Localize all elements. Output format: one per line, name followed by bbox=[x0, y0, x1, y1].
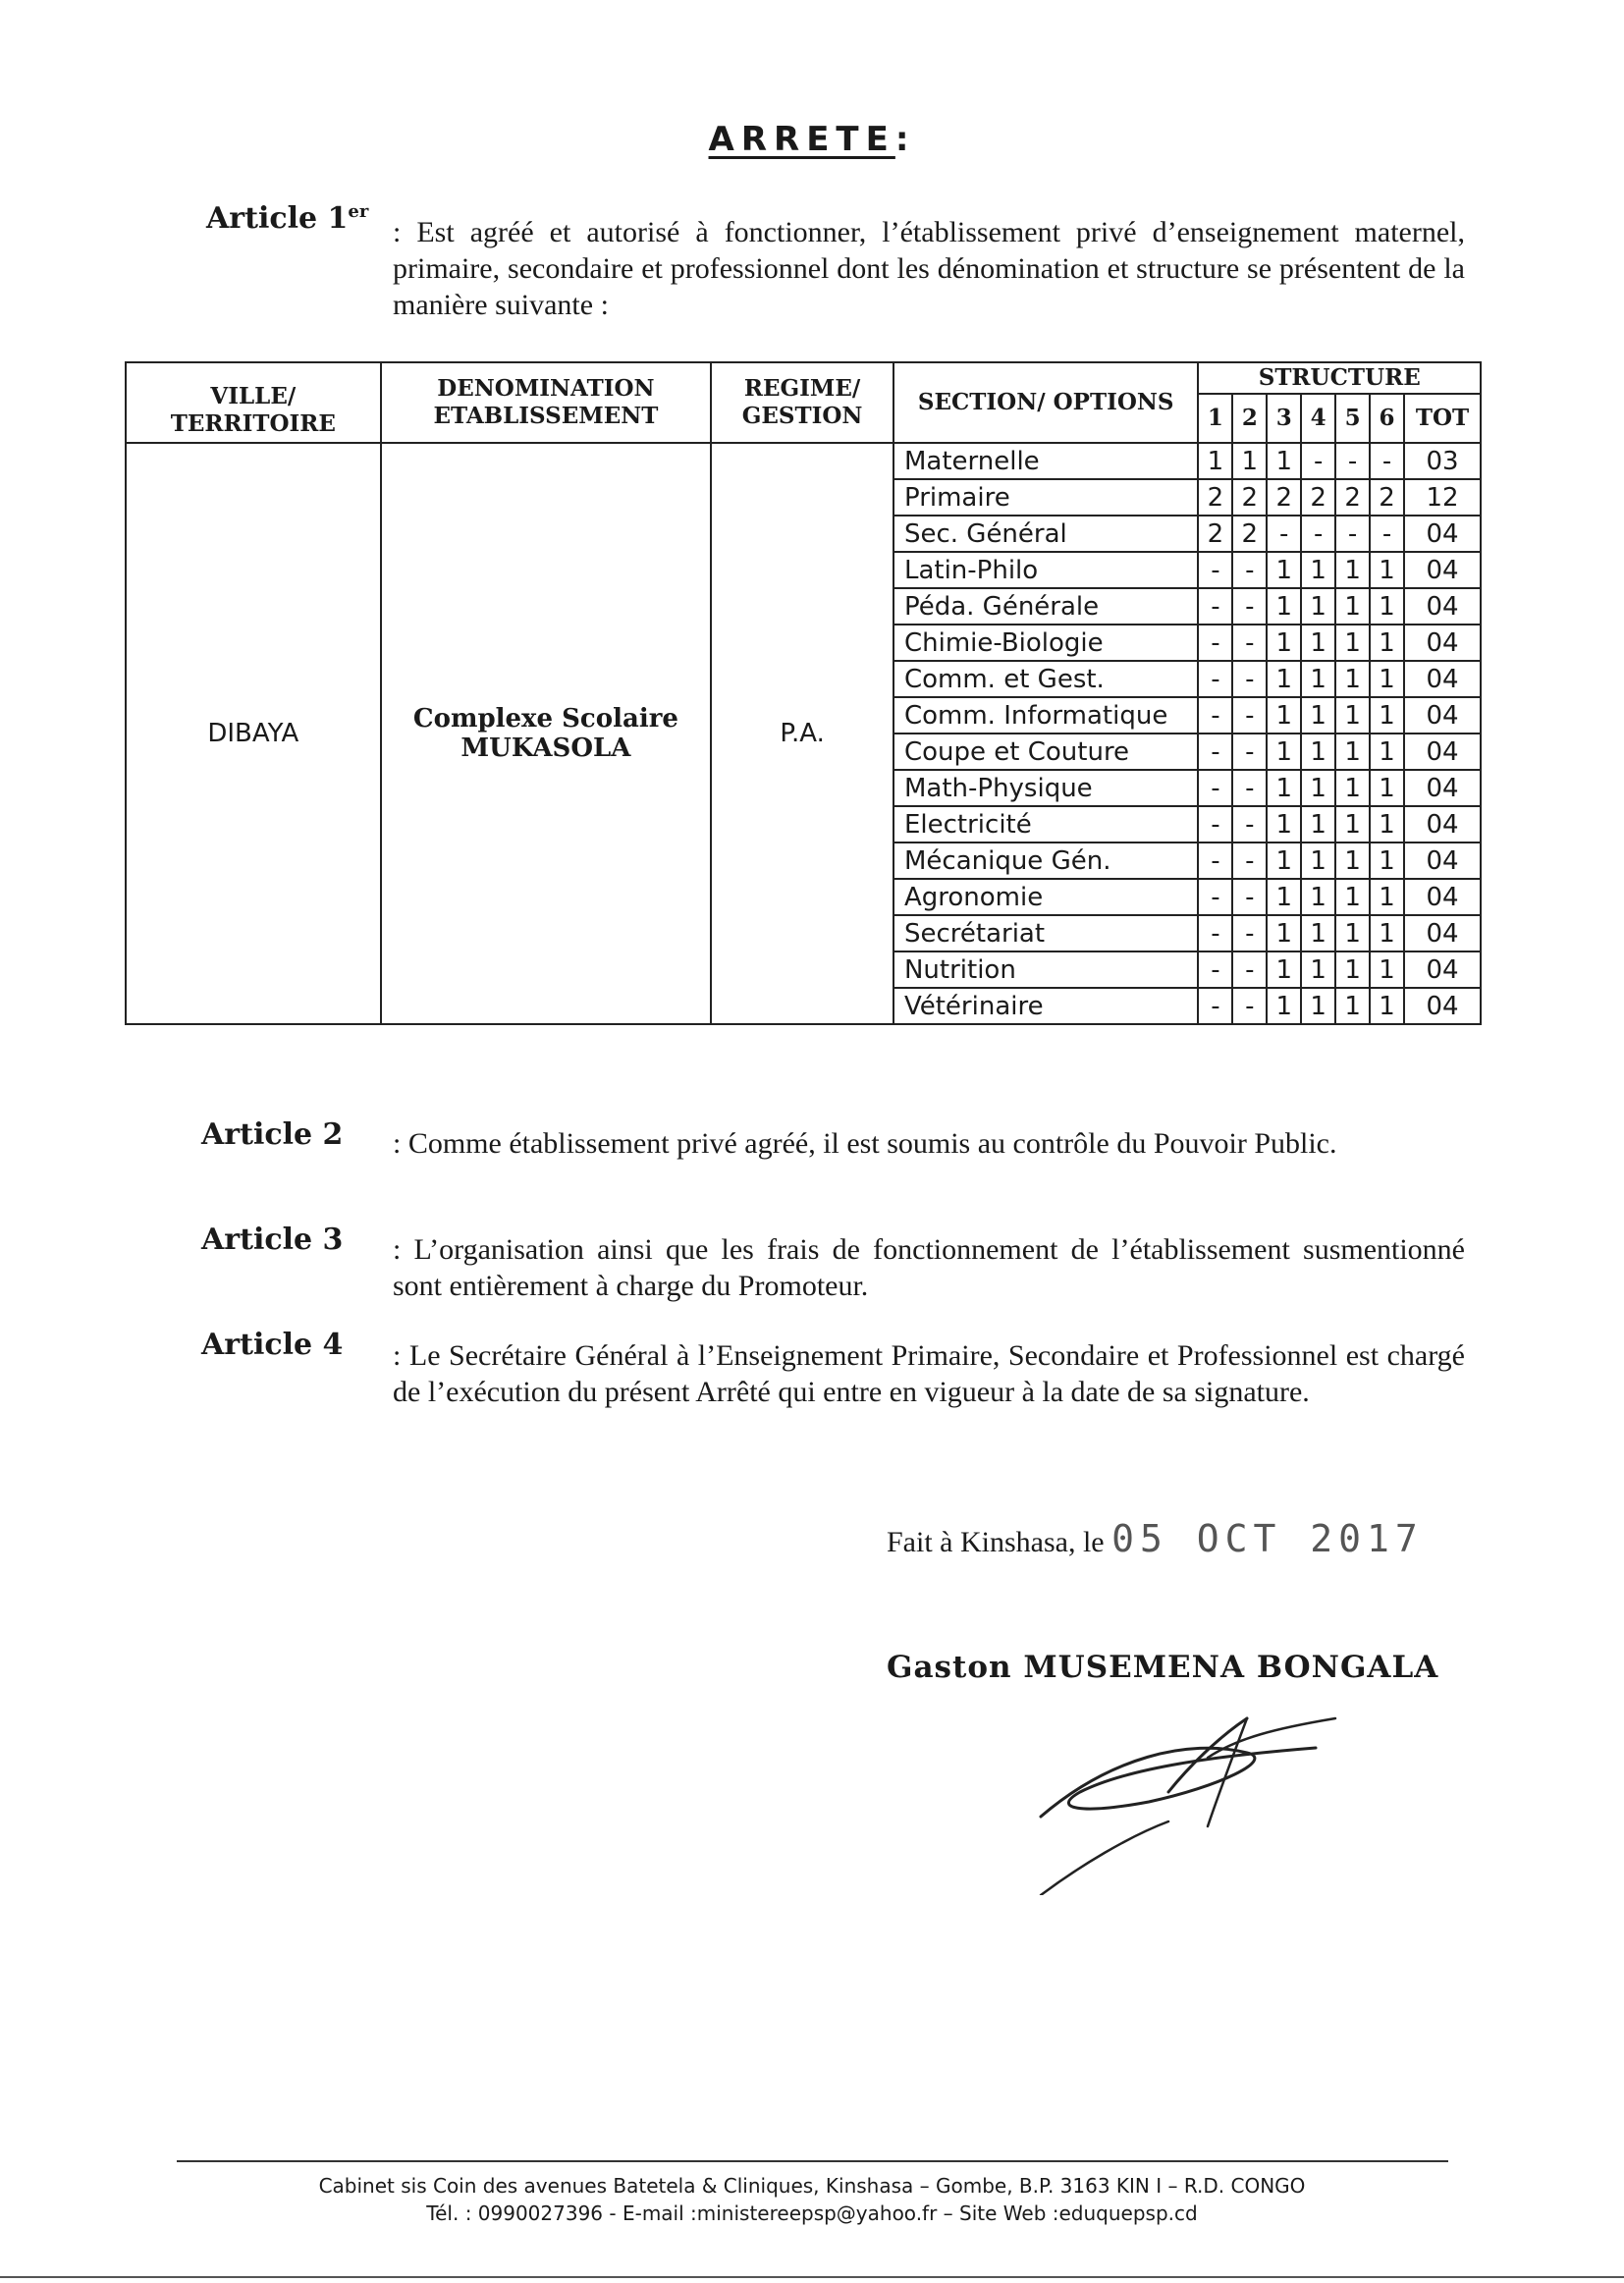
section-name: Comm. et Gest. bbox=[893, 661, 1198, 697]
structure-value-1: - bbox=[1198, 625, 1232, 661]
structure-value-6: 1 bbox=[1370, 697, 1404, 734]
structure-value-6: 1 bbox=[1370, 770, 1404, 806]
structure-value-2: - bbox=[1232, 552, 1267, 588]
page-bottom-border bbox=[0, 2276, 1624, 2278]
structure-total: 12 bbox=[1404, 479, 1481, 516]
structure-value-4: - bbox=[1301, 516, 1335, 552]
article-2-text: : Comme établissement privé agréé, il est soumis au contrôle du Pouvoir Public. bbox=[393, 1127, 1337, 1160]
section-name: Secrétariat bbox=[893, 915, 1198, 951]
structure-total: 04 bbox=[1404, 770, 1481, 806]
place-line bbox=[887, 1517, 1424, 1560]
structure-value-1: - bbox=[1198, 770, 1232, 806]
structure-value-1: - bbox=[1198, 806, 1232, 843]
structure-value-2: - bbox=[1232, 661, 1267, 697]
structure-value-4: 1 bbox=[1301, 697, 1335, 734]
structure-value-5: 1 bbox=[1335, 697, 1370, 734]
structure-value-4: 1 bbox=[1301, 843, 1335, 879]
article-2-label: Article 2 bbox=[201, 1117, 344, 1152]
structure-value-6: 1 bbox=[1370, 552, 1404, 588]
structure-total: 04 bbox=[1404, 697, 1481, 734]
header-structure: STRUCTURE bbox=[1198, 362, 1481, 394]
structure-value-3: 1 bbox=[1267, 951, 1301, 988]
structure-value-2: - bbox=[1232, 951, 1267, 988]
structure-value-3: 1 bbox=[1267, 625, 1301, 661]
structure-col-header-2: 2 bbox=[1232, 394, 1267, 443]
structure-value-1: - bbox=[1198, 697, 1232, 734]
section-name: Maternelle bbox=[893, 443, 1198, 479]
structure-value-2: - bbox=[1232, 770, 1267, 806]
structure-value-5: 1 bbox=[1335, 552, 1370, 588]
structure-total: 04 bbox=[1404, 552, 1481, 588]
article-4-text: : Le Secrétaire Général à l’Enseignement Primaire, Secondaire et Professionnel est chargé de l’exécution du présent Arrêté qui entre en vigueur à la date de sa signature. bbox=[393, 1339, 1465, 1408]
section-name: Electricité bbox=[893, 806, 1198, 843]
structure-value-4: 1 bbox=[1301, 988, 1335, 1024]
structure-value-6: - bbox=[1370, 443, 1404, 479]
structure-col-header-4: 4 bbox=[1301, 394, 1335, 443]
structure-total: 03 bbox=[1404, 443, 1481, 479]
structure-value-6: 1 bbox=[1370, 951, 1404, 988]
structure-value-5: 1 bbox=[1335, 879, 1370, 915]
structure-value-4: 1 bbox=[1301, 588, 1335, 625]
structure-value-2: - bbox=[1232, 988, 1267, 1024]
article-3-label: Article 3 bbox=[201, 1223, 344, 1257]
article-1-label-text: Article 1 bbox=[206, 201, 349, 236]
structure-total: 04 bbox=[1404, 734, 1481, 770]
ville-cell: DIBAYA bbox=[126, 443, 381, 1024]
section-name: Agronomie bbox=[893, 879, 1198, 915]
structure-value-3: 1 bbox=[1267, 915, 1301, 951]
structure-col-header-tot: TOT bbox=[1404, 394, 1481, 443]
structure-total: 04 bbox=[1404, 516, 1481, 552]
structure-value-3: 1 bbox=[1267, 843, 1301, 879]
structure-value-3: 1 bbox=[1267, 443, 1301, 479]
article-3-text: : L’organisation ainsi que les frais de fonctionnement de l’établissement susmentionné sont entièrement à charge du Promoteur. bbox=[393, 1233, 1465, 1302]
structure-value-2: - bbox=[1232, 915, 1267, 951]
signer-name: Gaston MUSEMENA BONGALA bbox=[887, 1650, 1439, 1685]
structure-value-5: 1 bbox=[1335, 915, 1370, 951]
structure-value-1: - bbox=[1198, 988, 1232, 1024]
structure-value-4: 1 bbox=[1301, 625, 1335, 661]
article-4-label: Article 4 bbox=[201, 1328, 344, 1362]
title-text: ARRETE bbox=[708, 120, 895, 159]
section-name: Latin-Philo bbox=[893, 552, 1198, 588]
structure-value-5: 1 bbox=[1335, 988, 1370, 1024]
structure-value-6: 1 bbox=[1370, 588, 1404, 625]
structure-value-5: 1 bbox=[1335, 625, 1370, 661]
structure-value-3: 1 bbox=[1267, 588, 1301, 625]
structure-value-5: - bbox=[1335, 443, 1370, 479]
structure-value-6: 1 bbox=[1370, 843, 1404, 879]
structure-value-2: 2 bbox=[1232, 479, 1267, 516]
structure-value-1: - bbox=[1198, 661, 1232, 697]
structure-value-1: - bbox=[1198, 843, 1232, 879]
place-text: Fait à Kinshasa, le bbox=[887, 1526, 1105, 1558]
date-stamp: 05 OCT 2017 bbox=[1111, 1517, 1424, 1560]
structure-value-4: 1 bbox=[1301, 734, 1335, 770]
section-name: Mécanique Gén. bbox=[893, 843, 1198, 879]
structure-value-4: 2 bbox=[1301, 479, 1335, 516]
article-1-label bbox=[206, 201, 368, 236]
structure-value-1: - bbox=[1198, 951, 1232, 988]
structure-value-4: 1 bbox=[1301, 552, 1335, 588]
document-title bbox=[0, 120, 1624, 159]
article-1-label-sup: er bbox=[348, 201, 369, 222]
structure-total: 04 bbox=[1404, 806, 1481, 843]
structure-value-5: 1 bbox=[1335, 951, 1370, 988]
structure-value-6: 1 bbox=[1370, 988, 1404, 1024]
section-name: Vétérinaire bbox=[893, 988, 1198, 1024]
article-1-text: : Est agréé et autorisé à fonctionner, l’établissement privé d’enseignement maternel, primaire, secondaire et professionnel dont les dénomination et structure se présentent de la manière suivante : bbox=[393, 216, 1465, 321]
structure-table bbox=[125, 361, 1482, 1025]
structure-value-6: 1 bbox=[1370, 734, 1404, 770]
structure-total: 04 bbox=[1404, 951, 1481, 988]
structure-value-4: 1 bbox=[1301, 806, 1335, 843]
structure-value-3: 1 bbox=[1267, 770, 1301, 806]
section-name: Primaire bbox=[893, 479, 1198, 516]
structure-value-4: 1 bbox=[1301, 661, 1335, 697]
structure-value-4: 1 bbox=[1301, 951, 1335, 988]
structure-value-2: - bbox=[1232, 879, 1267, 915]
structure-col-header-3: 3 bbox=[1267, 394, 1301, 443]
structure-value-2: - bbox=[1232, 625, 1267, 661]
structure-value-4: 1 bbox=[1301, 915, 1335, 951]
structure-total: 04 bbox=[1404, 661, 1481, 697]
section-name: Sec. Général bbox=[893, 516, 1198, 552]
structure-col-header-5: 5 bbox=[1335, 394, 1370, 443]
structure-value-4: 1 bbox=[1301, 770, 1335, 806]
structure-value-2: - bbox=[1232, 734, 1267, 770]
title-colon: : bbox=[894, 120, 916, 159]
structure-value-6: - bbox=[1370, 516, 1404, 552]
structure-value-6: 1 bbox=[1370, 806, 1404, 843]
structure-total: 04 bbox=[1404, 625, 1481, 661]
structure-value-1: - bbox=[1198, 915, 1232, 951]
structure-total: 04 bbox=[1404, 588, 1481, 625]
structure-value-5: 2 bbox=[1335, 479, 1370, 516]
structure-value-2: - bbox=[1232, 697, 1267, 734]
structure-value-3: 1 bbox=[1267, 734, 1301, 770]
structure-value-2: 1 bbox=[1232, 443, 1267, 479]
structure-value-4: - bbox=[1301, 443, 1335, 479]
section-name: Péda. Générale bbox=[893, 588, 1198, 625]
table-row bbox=[126, 443, 1481, 479]
structure-value-5: 1 bbox=[1335, 734, 1370, 770]
structure-value-1: 2 bbox=[1198, 516, 1232, 552]
structure-value-2: - bbox=[1232, 806, 1267, 843]
structure-value-3: 1 bbox=[1267, 988, 1301, 1024]
structure-col-header-6: 6 bbox=[1370, 394, 1404, 443]
structure-value-5: 1 bbox=[1335, 588, 1370, 625]
structure-total: 04 bbox=[1404, 843, 1481, 879]
structure-value-2: - bbox=[1232, 588, 1267, 625]
structure-value-2: 2 bbox=[1232, 516, 1267, 552]
structure-value-6: 1 bbox=[1370, 625, 1404, 661]
structure-value-5: - bbox=[1335, 516, 1370, 552]
regime-cell: P.A. bbox=[711, 443, 893, 1024]
structure-value-6: 2 bbox=[1370, 479, 1404, 516]
section-name: Nutrition bbox=[893, 951, 1198, 988]
header-ville: VILLE/ TERRITOIRE bbox=[126, 362, 381, 443]
structure-value-1: 2 bbox=[1198, 479, 1232, 516]
structure-value-1: - bbox=[1198, 734, 1232, 770]
structure-value-3: 1 bbox=[1267, 697, 1301, 734]
structure-value-3: - bbox=[1267, 516, 1301, 552]
structure-value-5: 1 bbox=[1335, 843, 1370, 879]
structure-value-1: - bbox=[1198, 588, 1232, 625]
header-regime: REGIME/ GESTION bbox=[711, 362, 893, 443]
structure-value-3: 1 bbox=[1267, 806, 1301, 843]
structure-value-2: - bbox=[1232, 843, 1267, 879]
structure-total: 04 bbox=[1404, 988, 1481, 1024]
footer-contact: Tél. : 0990027396 - E-mail :ministereepsp@yahoo.fr – Site Web :eduquepsp.cd bbox=[426, 2201, 1198, 2225]
structure-value-6: 1 bbox=[1370, 879, 1404, 915]
footer-address: Cabinet sis Coin des avenues Batetela & Cliniques, Kinshasa – Gombe, B.P. 3163 KIN I – R.D. CONGO bbox=[318, 2174, 1306, 2198]
header-section: SECTION/ OPTIONS bbox=[893, 362, 1198, 443]
header-denomination: DENOMINATION ETABLISSEMENT bbox=[381, 362, 712, 443]
section-name: Math-Physique bbox=[893, 770, 1198, 806]
section-name: Chimie-Biologie bbox=[893, 625, 1198, 661]
structure-value-3: 1 bbox=[1267, 879, 1301, 915]
structure-value-1: - bbox=[1198, 879, 1232, 915]
structure-value-5: 1 bbox=[1335, 661, 1370, 697]
structure-value-1: - bbox=[1198, 552, 1232, 588]
structure-value-4: 1 bbox=[1301, 879, 1335, 915]
structure-total: 04 bbox=[1404, 915, 1481, 951]
handwritten-signature bbox=[1021, 1699, 1394, 1895]
structure-value-3: 1 bbox=[1267, 661, 1301, 697]
structure-total: 04 bbox=[1404, 879, 1481, 915]
structure-value-5: 1 bbox=[1335, 770, 1370, 806]
denomination-cell: Complexe Scolaire MUKASOLA bbox=[381, 443, 712, 1024]
structure-value-5: 1 bbox=[1335, 806, 1370, 843]
structure-value-1: 1 bbox=[1198, 443, 1232, 479]
section-name: Comm. Informatique bbox=[893, 697, 1198, 734]
structure-value-6: 1 bbox=[1370, 661, 1404, 697]
structure-value-6: 1 bbox=[1370, 915, 1404, 951]
structure-value-3: 2 bbox=[1267, 479, 1301, 516]
structure-value-3: 1 bbox=[1267, 552, 1301, 588]
section-name: Coupe et Couture bbox=[893, 734, 1198, 770]
structure-col-header-1: 1 bbox=[1198, 394, 1232, 443]
footer-divider bbox=[177, 2160, 1448, 2162]
